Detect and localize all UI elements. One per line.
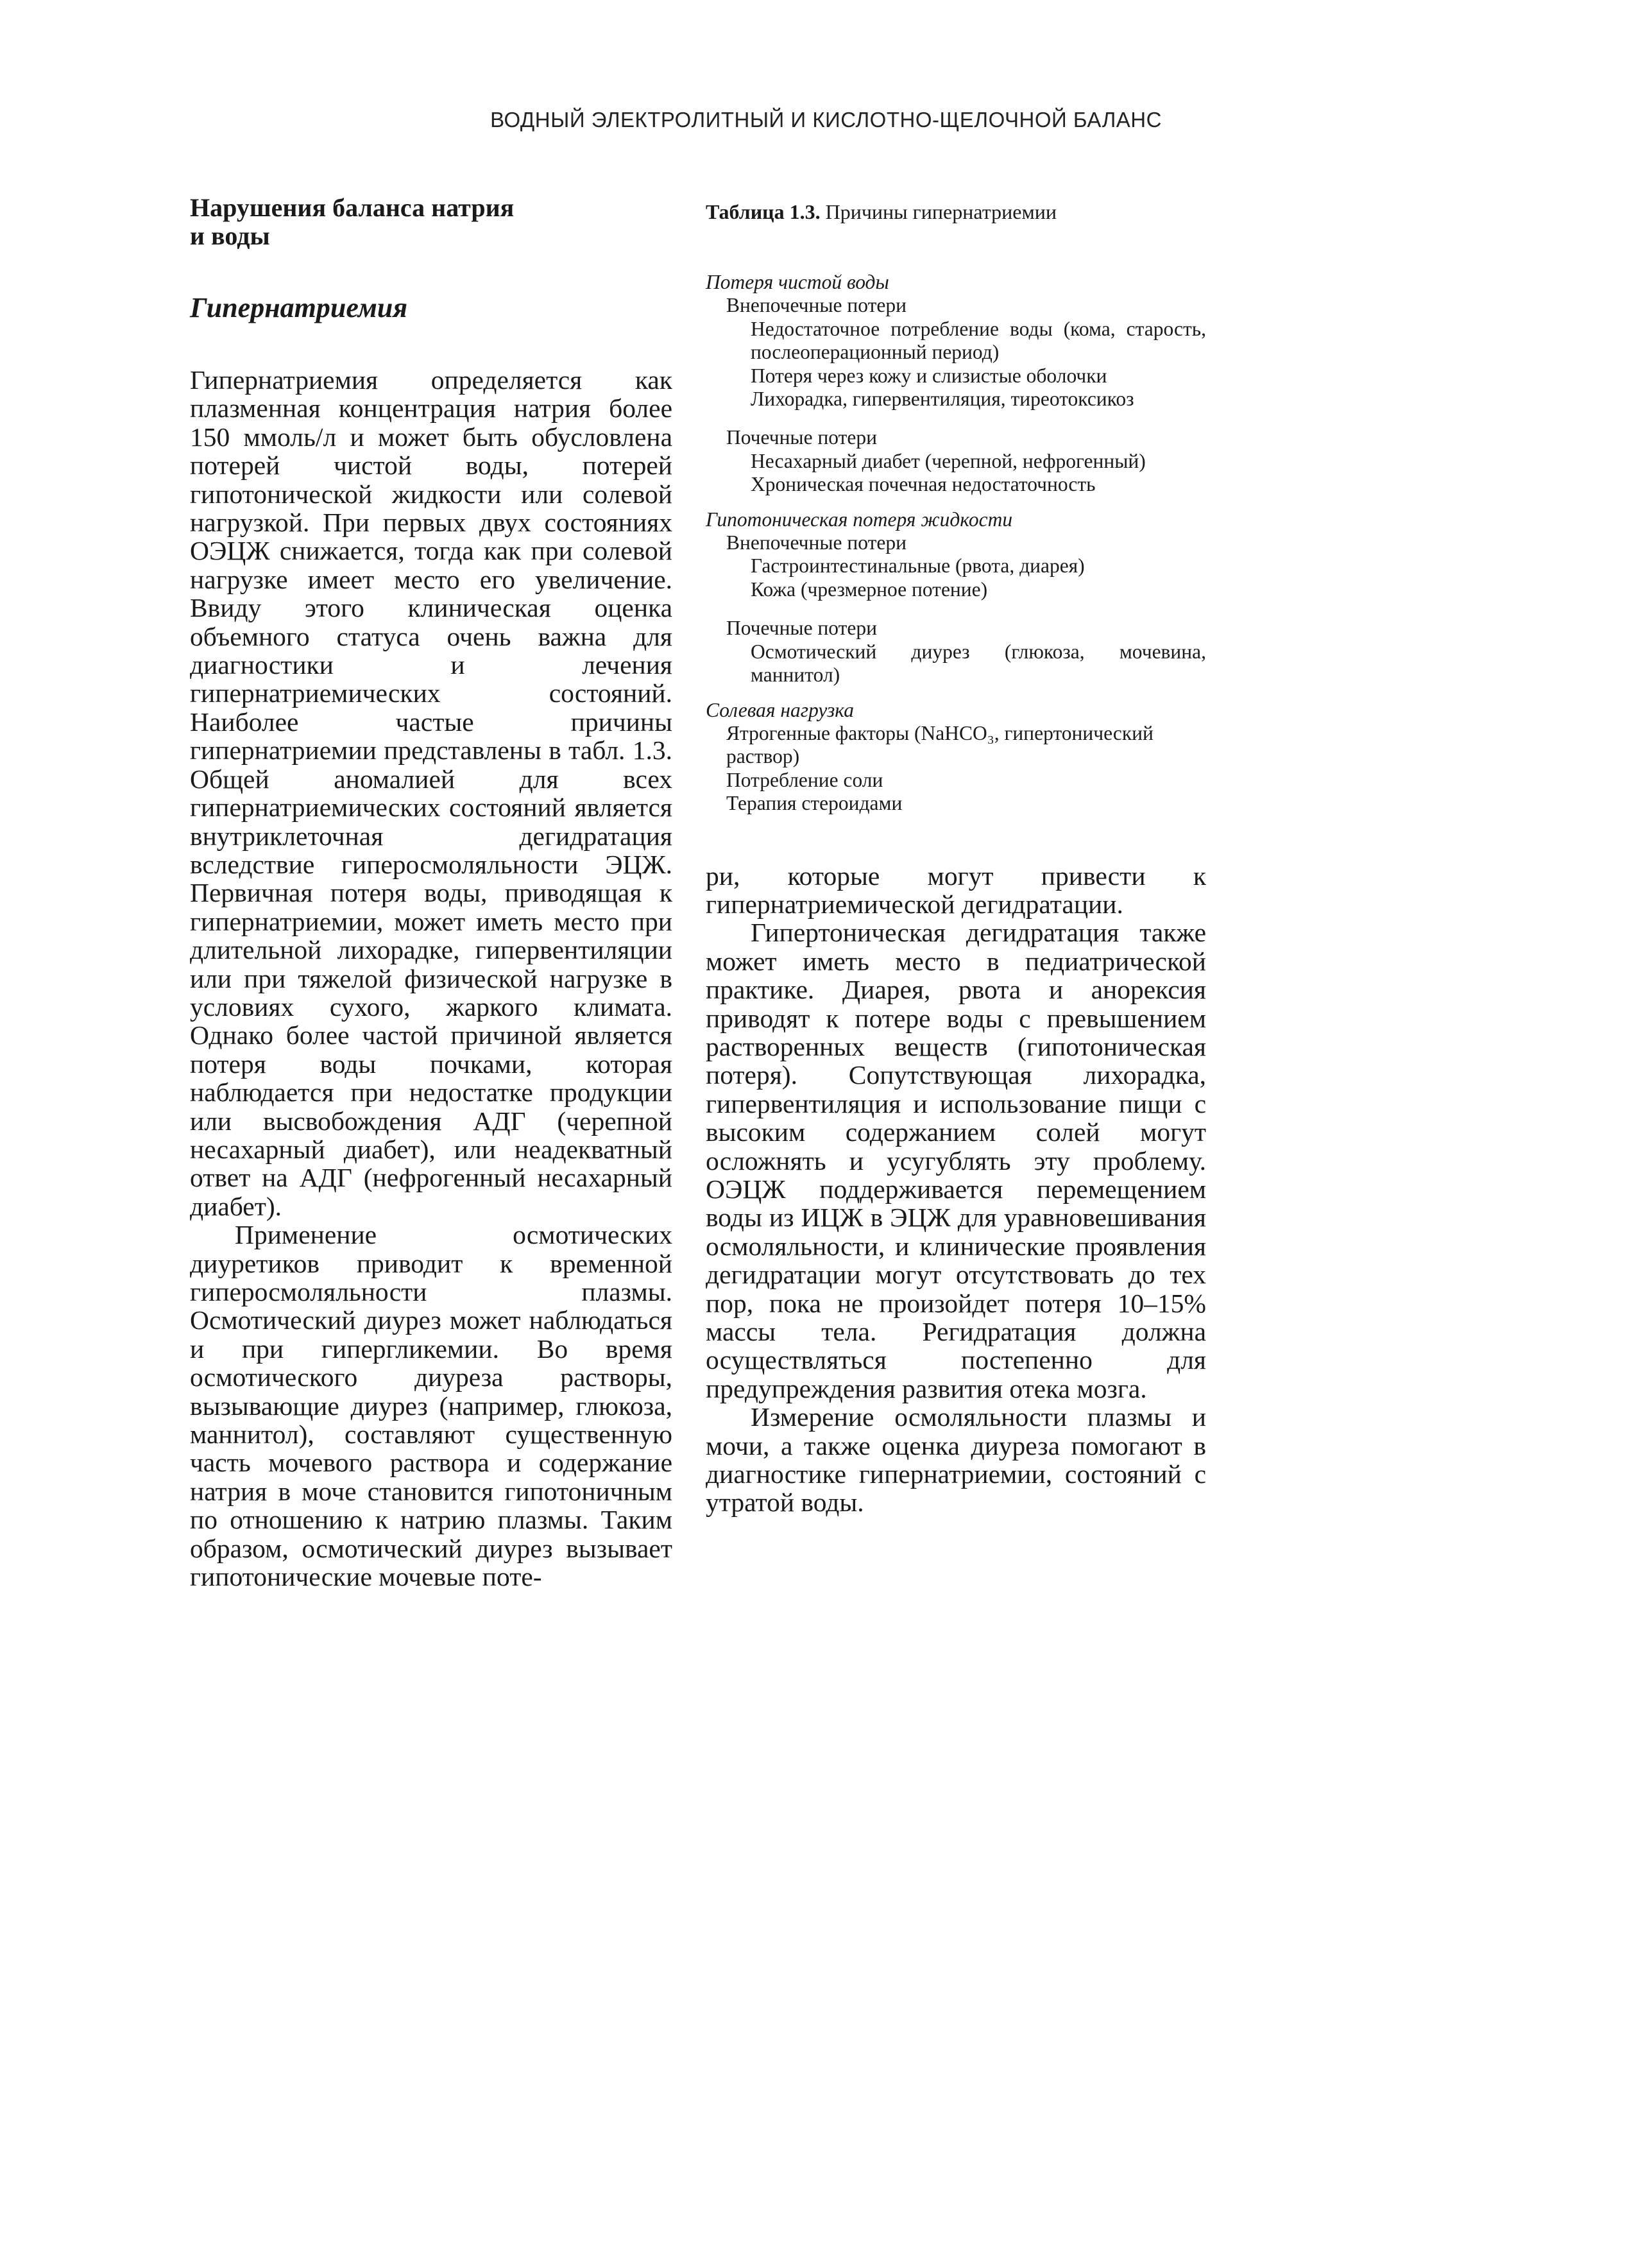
table-item: Недостаточное потребление воды (кома, старость, послеоперационный период) — [751, 317, 1206, 364]
section-title — [190, 194, 672, 250]
table-subgroup: Почечные потери — [726, 617, 877, 640]
table-title: Причины гипернатриемии — [825, 200, 1057, 223]
section-title-line: Нарушения баланса натрия — [190, 193, 515, 222]
table-item: Кожа (чрезмерное потение) — [751, 578, 988, 601]
right-body — [706, 862, 1206, 1517]
left-column — [190, 194, 672, 1591]
section-title-line: и воды — [190, 221, 270, 250]
table-group — [706, 699, 1206, 816]
table-subgroup: Внепочечные потери — [726, 531, 907, 554]
table-label: Таблица 1.3. — [706, 200, 821, 223]
table-subgroup: Внепочечные потери — [726, 294, 907, 317]
table-subgroup: Почечные потери — [726, 426, 877, 449]
table-subgroup: Терапия стероидами — [726, 792, 903, 815]
table-item: Хроническая почечная недостаточность — [751, 473, 1096, 496]
table-subgroup: Ятрогенные факторы (NaHCO₃, гипертонический раствор) — [726, 721, 1154, 768]
table-caption — [706, 200, 1206, 223]
table-group-heading: Солевая нагрузка — [706, 698, 854, 721]
paragraph: ри, которые могут привести к гипернатриемической дегидратации. — [706, 861, 1206, 919]
running-head: ВОДНЫЙ ЭЛЕКТРОЛИТНЫЙ И КИСЛОТНО-ЩЕЛОЧНОЙ БАЛАНС — [490, 108, 1162, 132]
subsection-title: Гипернатриемия — [190, 292, 408, 323]
table-item: Лихорадка, гипервентиляция, тиреотоксикоз — [751, 388, 1134, 411]
left-body — [190, 366, 672, 1591]
paragraph: Применение осмотических диуретиков приводит к временной гиперосмоляльности плазмы. Осмотический диурез может наблюдаться и при гипергликемии. Во время осмотического диуреза растворы, вызывающие диурез (например, глюкоза, маннитол), составляют существенную часть мочевого раствора и содержание натрия в моче становится гипотоничным по отношению к натрию плазмы. Таким образом, осмотический диурез вызывает гипотонические мочевые поте- — [190, 1220, 672, 1592]
paragraph: Гипертоническая дегидратация также может иметь место в педиатрической практике. Диарея, рвота и анорексия приводят к потере воды с превышением растворенных веществ (гипотоническая потеря). Сопутствующая лихорадка, гипервентиляция и использование пищи с высоким содержанием солей могут осложнять и усугублять эту проблему. ОЭЦЖ поддерживается перемещением воды из ИЦЖ в ЭЦЖ для уравновешивания осмоляльности, и клинические проявления дегидратации могут отсутствовать до тех пор, пока не произойдет потеря 10–15% массы тела. Регидратация должна осуществляться постепенно для предупреждения развития отека мозга. — [706, 918, 1206, 1403]
table-group-heading: Потеря чистой воды — [706, 271, 889, 293]
table-item: Несахарный диабет (черепной, нефрогенный) — [751, 449, 1146, 472]
table-group — [706, 508, 1206, 687]
paragraph: Измерение осмоляльности плазмы и мочи, а также оценка диуреза помогают в диагностике гипернатриемии, состояний с утратой воды. — [706, 1402, 1206, 1518]
table-subgroup: Потребление соли — [726, 768, 883, 791]
table-item: Осмотический диурез (глюкоза, мочевина, маннитол) — [751, 640, 1206, 687]
table-item: Гастроинтестинальные (рвота, диарея) — [751, 554, 1085, 578]
table-item: Потеря через кожу и слизистые оболочки — [751, 364, 1107, 387]
paragraph: Гипернатриемия определяется как плазменная концентрация натрия более 150 ммоль/л и может быть обусловлена потерей чистой воды, потерей гипотонической жидкости или солевой нагрузкой. При первых двух состояниях ОЭЦЖ снижается, тогда как при солевой нагрузке имеет место его увеличение. Ввиду этого клиническая оценка объемного статуса очень важна для диагностики и лечения гипернатриемических состояний. Наиболее частые причины гипернатриемии представлены в табл. 1.3. Общей аномалией для всех гипернатриемических состояний является внутриклеточная дегидратация вследствие гиперосмоляльности ЭЦЖ. Первичная потеря воды, приводящая к гипернатриемии, может иметь место при длительной лихорадке, гипервентиляции или при тяжелой физической нагрузке в условиях сухого, жаркого климата. Однако более частой причиной является потеря воды почками, которая наблюдается при недостатке продукции или высвобождения АДГ (черепной несахарный диабет), или неадекватный ответ на АДГ (нефрогенный несахарный диабет). — [190, 365, 672, 1221]
table-group-heading: Гипотоническая потеря жидкости — [706, 508, 1013, 531]
right-column — [706, 194, 1206, 1517]
table-group — [706, 271, 1206, 497]
causes-table — [706, 271, 1206, 816]
